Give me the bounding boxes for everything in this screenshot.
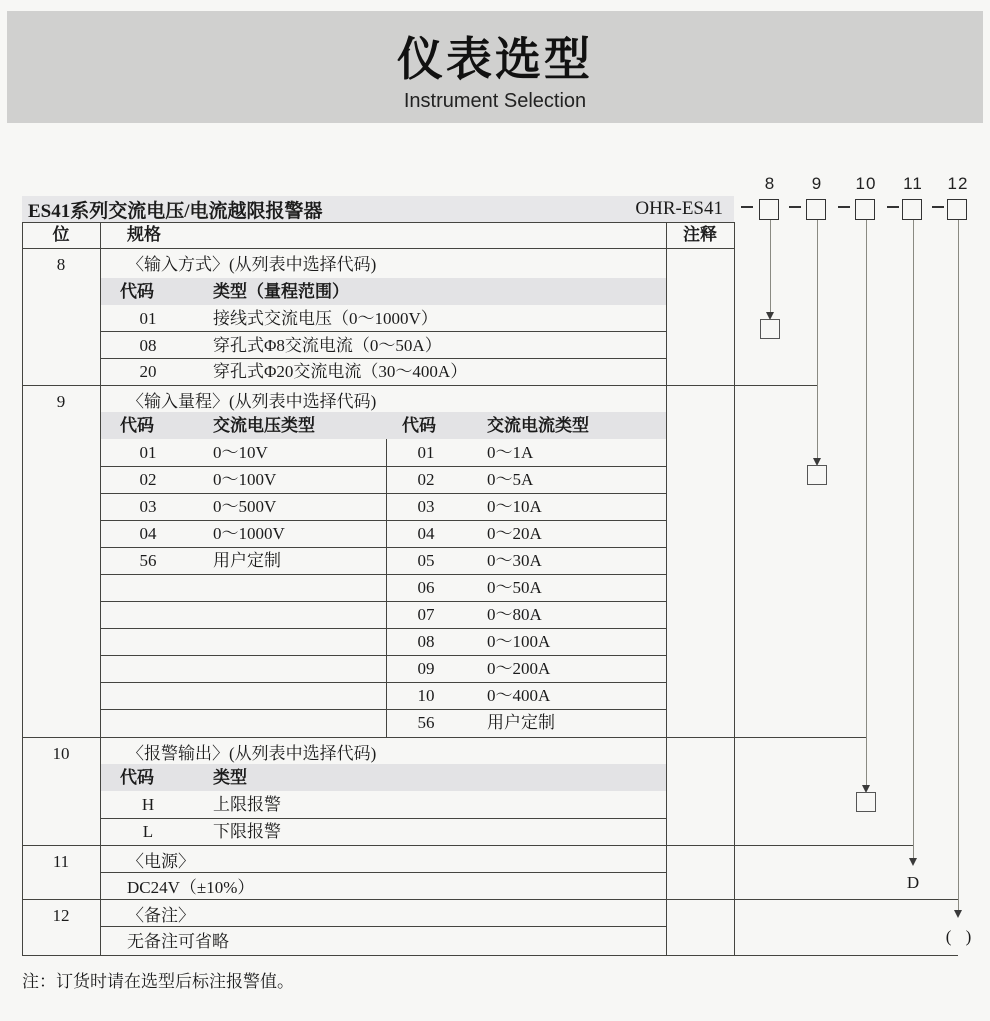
table-bottom-border xyxy=(22,955,958,956)
code-cell: 20 xyxy=(139,362,157,381)
code-square-12 xyxy=(947,199,967,220)
section-value: 无备注可省略 xyxy=(127,932,229,951)
section-value: DC24V（±10%） xyxy=(127,878,255,897)
subheader-type: 类型 xyxy=(213,768,247,787)
type-cell: 0～200A xyxy=(487,659,551,678)
digit-label-11: 11 xyxy=(903,174,923,193)
col-header-position: 位 xyxy=(52,225,70,244)
type-cell: 穿孔式Φ20交流电流（30～400A） xyxy=(213,362,468,381)
dash-separator xyxy=(932,206,944,208)
code-cell: 56 xyxy=(417,713,435,732)
position-number: 10 xyxy=(52,744,70,763)
type-cell: 上限报警 xyxy=(213,795,281,814)
code-square-11 xyxy=(902,199,922,220)
type-cell: 0～5A xyxy=(487,470,534,489)
connector-line-9 xyxy=(817,220,818,458)
arrow-down-icon xyxy=(909,858,917,866)
code-cell: 02 xyxy=(417,470,435,489)
subheader-code: 代码 xyxy=(120,282,154,301)
subheader-code: 代码 xyxy=(120,416,154,435)
page-banner xyxy=(7,11,983,123)
digit-label-8: 8 xyxy=(764,174,776,193)
digit-label-12: 12 xyxy=(947,174,969,193)
col-header-note: 注释 xyxy=(683,225,717,244)
subheader-current-type: 交流电流类型 xyxy=(487,416,589,435)
arrow-down-icon xyxy=(954,910,962,918)
footnote: 注：订货时请在选型后标注报警值。 xyxy=(22,972,294,991)
target-box-8 xyxy=(760,319,780,339)
connector-line-8 xyxy=(770,220,771,312)
code-cell: 07 xyxy=(417,605,435,624)
connector-line-11 xyxy=(913,220,914,858)
remark-code-label: ( ) xyxy=(945,927,977,946)
section-divider-line xyxy=(22,737,866,738)
page-title: 仪表选型 xyxy=(397,33,593,85)
divider-line xyxy=(101,601,666,602)
divider-line xyxy=(101,628,666,629)
connector-line-12 xyxy=(958,220,959,910)
code-cell: 01 xyxy=(139,309,157,328)
position-number: 12 xyxy=(52,906,70,925)
digit-label-10: 10 xyxy=(855,174,877,193)
subheader-code: 代码 xyxy=(120,768,154,787)
code-cell: 05 xyxy=(417,551,435,570)
connector-line-10 xyxy=(866,220,867,785)
code-cell: 01 xyxy=(139,443,157,462)
type-cell: 0～1A xyxy=(487,443,534,462)
dash-separator xyxy=(887,206,899,208)
code-square-10 xyxy=(855,199,875,220)
target-box-9 xyxy=(807,465,827,485)
code-cell: 10 xyxy=(417,686,435,705)
position-number: 11 xyxy=(52,852,70,871)
type-cell: 0～100V xyxy=(213,470,277,489)
page-subtitle: Instrument Selection xyxy=(403,90,587,112)
type-cell: 用户定制 xyxy=(213,551,281,570)
code-cell: 02 xyxy=(139,470,157,489)
code-cell: 04 xyxy=(139,524,157,543)
type-cell: 0～50A xyxy=(487,578,542,597)
code-cell: 08 xyxy=(417,632,435,651)
target-box-10 xyxy=(856,792,876,812)
section-title: 〈电源〉 xyxy=(127,852,195,871)
code-cell: 08 xyxy=(139,336,157,355)
subheader-band xyxy=(101,278,666,305)
dash-separator xyxy=(789,206,801,208)
section-title: 〈输入量程〉(从列表中选择代码) xyxy=(127,392,377,411)
type-cell: 0～20A xyxy=(487,524,542,543)
divider-line xyxy=(101,655,666,656)
position-number: 9 xyxy=(56,392,66,411)
type-cell: 0～100A xyxy=(487,632,551,651)
code-cell: 06 xyxy=(417,578,435,597)
digit-label-9: 9 xyxy=(811,174,823,193)
section-title: 〈输入方式〉(从列表中选择代码) xyxy=(127,255,377,274)
type-cell: 0～10A xyxy=(487,497,542,516)
series-title: ES41系列交流电压/电流越限报警器 xyxy=(28,200,323,222)
type-cell: 0～500V xyxy=(213,497,277,516)
section-title: 〈备注〉 xyxy=(127,906,195,925)
type-cell: 0～400A xyxy=(487,686,551,705)
type-cell: 0～30A xyxy=(487,551,542,570)
code-cell: 04 xyxy=(417,524,435,543)
col-header-spec: 规格 xyxy=(127,225,161,244)
divider-line xyxy=(101,682,666,683)
subheader-code: 代码 xyxy=(402,416,436,435)
type-cell: 0～1000V xyxy=(213,524,285,543)
subheader-voltage-type: 交流电压类型 xyxy=(213,416,315,435)
divider-line xyxy=(101,709,666,710)
code-cell: 03 xyxy=(417,497,435,516)
position-number: 8 xyxy=(56,255,66,274)
section-divider-line xyxy=(22,385,817,386)
dash-separator xyxy=(838,206,850,208)
section-title: 〈报警输出〉(从列表中选择代码) xyxy=(127,744,377,763)
type-cell: 接线式交流电压（0～1000V） xyxy=(213,309,438,328)
type-cell: 下限报警 xyxy=(213,822,281,841)
model-prefix: OHR-ES41 xyxy=(635,198,723,219)
type-cell: 用户定制 xyxy=(487,713,555,732)
section-divider-line xyxy=(22,845,913,846)
code-square-9 xyxy=(806,199,826,220)
power-code-label: D xyxy=(906,873,920,892)
code-cell: 03 xyxy=(139,497,157,516)
dash-separator xyxy=(741,206,753,208)
code-cell: L xyxy=(142,822,154,841)
code-square-8 xyxy=(759,199,779,220)
code-cell: 56 xyxy=(139,551,157,570)
subheader-band xyxy=(101,764,666,791)
subheader-type: 类型（量程范围） xyxy=(213,282,349,301)
code-cell: H xyxy=(141,795,155,814)
type-cell: 0～80A xyxy=(487,605,542,624)
divider-line xyxy=(22,248,734,249)
divider-line xyxy=(101,574,666,575)
series-title-row xyxy=(22,196,734,222)
type-cell: 穿孔式Φ8交流电流（0～50A） xyxy=(213,336,442,355)
type-cell: 0～10V xyxy=(213,443,268,462)
code-cell: 01 xyxy=(417,443,435,462)
code-cell: 09 xyxy=(417,659,435,678)
